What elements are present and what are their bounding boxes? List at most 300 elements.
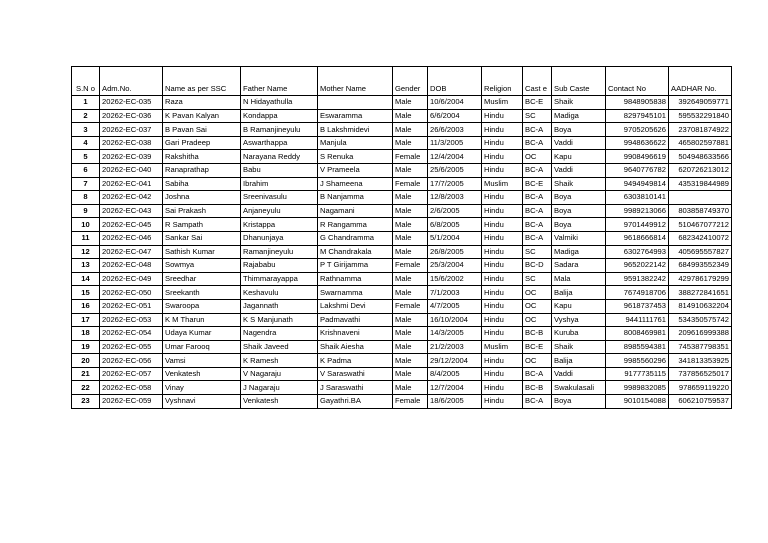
table-cell: 20262-EC-043 bbox=[100, 204, 163, 218]
table-cell: Udaya Kumar bbox=[163, 327, 241, 341]
table-cell: Female bbox=[393, 299, 428, 313]
table-cell: Swarnamma bbox=[318, 286, 393, 300]
table-cell: Rathnamma bbox=[318, 272, 393, 286]
table-cell: 25/3/2004 bbox=[428, 259, 482, 273]
table-cell: BC-A bbox=[523, 367, 552, 381]
table-cell: 9010154088 bbox=[606, 395, 669, 409]
table-cell: 5/1/2004 bbox=[428, 231, 482, 245]
table-cell: Vaddi bbox=[552, 367, 606, 381]
table-cell: Kapu bbox=[552, 150, 606, 164]
table-cell: Female bbox=[393, 150, 428, 164]
table-cell: 20262-EC-054 bbox=[100, 327, 163, 341]
table-cell: 2 bbox=[72, 109, 100, 123]
table-cell: Male bbox=[393, 313, 428, 327]
table-cell: R Sampath bbox=[163, 218, 241, 232]
table-cell: Shaik bbox=[552, 177, 606, 191]
table-cell: Shaik Aiesha bbox=[318, 340, 393, 354]
table-row bbox=[72, 136, 732, 150]
table-cell: Balija bbox=[552, 286, 606, 300]
table-cell: Male bbox=[393, 109, 428, 123]
table-cell: Madiga bbox=[552, 245, 606, 259]
table-cell: 978659119220 bbox=[669, 381, 732, 395]
table-cell: Jagannath bbox=[241, 299, 318, 313]
table-cell: Hindu bbox=[482, 163, 523, 177]
table-cell: Hindu bbox=[482, 123, 523, 137]
table-row bbox=[72, 327, 732, 341]
table-cell: 20262-EC-045 bbox=[100, 218, 163, 232]
table-cell: K M Tharun bbox=[163, 313, 241, 327]
table-cell: BC-B bbox=[523, 327, 552, 341]
column-header: Religion bbox=[482, 67, 523, 96]
table-cell: Balija bbox=[552, 354, 606, 368]
table-cell: Manjula bbox=[318, 136, 393, 150]
table-cell: Male bbox=[393, 381, 428, 395]
table-cell: 9989213066 bbox=[606, 204, 669, 218]
table-cell: Hindu bbox=[482, 150, 523, 164]
table-cell: BC-A bbox=[523, 204, 552, 218]
table-cell: 7674918706 bbox=[606, 286, 669, 300]
table-cell: Male bbox=[393, 367, 428, 381]
table-cell: Sabiha bbox=[163, 177, 241, 191]
table-cell: Vaddi bbox=[552, 163, 606, 177]
table-cell: Male bbox=[393, 163, 428, 177]
table-row bbox=[72, 177, 732, 191]
table-cell: 9591382242 bbox=[606, 272, 669, 286]
table-cell: 9989832085 bbox=[606, 381, 669, 395]
table-cell: Umar Farooq bbox=[163, 340, 241, 354]
table-row bbox=[72, 313, 732, 327]
table-cell: Sowmya bbox=[163, 259, 241, 273]
table-cell: Hindu bbox=[482, 354, 523, 368]
table-cell: Male bbox=[393, 327, 428, 341]
table-cell: 435319844989 bbox=[669, 177, 732, 191]
table-cell: 4/7/2005 bbox=[428, 299, 482, 313]
table-row bbox=[72, 150, 732, 164]
table-cell: B Nanjamma bbox=[318, 191, 393, 205]
table-cell: 1 bbox=[72, 96, 100, 110]
table-cell: 9705205626 bbox=[606, 123, 669, 137]
table-cell: OC bbox=[523, 286, 552, 300]
table-cell: 20262-EC-039 bbox=[100, 150, 163, 164]
table-cell: 16/10/2004 bbox=[428, 313, 482, 327]
table-cell: Venkatesh bbox=[163, 367, 241, 381]
table-cell: 6302764993 bbox=[606, 245, 669, 259]
table-cell: Anjaneyulu bbox=[241, 204, 318, 218]
table-cell: 9848905838 bbox=[606, 96, 669, 110]
table-row bbox=[72, 272, 732, 286]
table-cell: 682342410072 bbox=[669, 231, 732, 245]
table-cell: Muslim bbox=[482, 177, 523, 191]
table-cell: J Shameena bbox=[318, 177, 393, 191]
table-cell: Boya bbox=[552, 395, 606, 409]
table-cell: Rajababu bbox=[241, 259, 318, 273]
header-row bbox=[72, 67, 732, 96]
table-cell: Swaroopa bbox=[163, 299, 241, 313]
table-row bbox=[72, 299, 732, 313]
table-cell: 5 bbox=[72, 150, 100, 164]
table-cell: Vinay bbox=[163, 381, 241, 395]
table-cell: Venkatesh bbox=[241, 395, 318, 409]
table-cell: Muslim bbox=[482, 96, 523, 110]
table-cell: Hindu bbox=[482, 109, 523, 123]
table-cell: Narayana Reddy bbox=[241, 150, 318, 164]
table-cell: SC bbox=[523, 272, 552, 286]
table-cell: 9652022142 bbox=[606, 259, 669, 273]
student-table bbox=[71, 66, 732, 409]
table-cell: 29/12/2004 bbox=[428, 354, 482, 368]
table-cell: 10/6/2004 bbox=[428, 96, 482, 110]
table-cell: 20262-EC-041 bbox=[100, 177, 163, 191]
table-cell: 8008469981 bbox=[606, 327, 669, 341]
table-cell: Vamsi bbox=[163, 354, 241, 368]
table-cell: Hindu bbox=[482, 272, 523, 286]
table-row bbox=[72, 96, 732, 110]
table-cell: Babu bbox=[241, 163, 318, 177]
table-cell: V Saraswathi bbox=[318, 367, 393, 381]
table-cell: 14 bbox=[72, 272, 100, 286]
table-row bbox=[72, 109, 732, 123]
table-cell: BC-D bbox=[523, 259, 552, 273]
table-cell: 20262-EC-035 bbox=[100, 96, 163, 110]
table-cell: R Rangamma bbox=[318, 218, 393, 232]
table-cell bbox=[318, 96, 393, 110]
table-cell: Sadara bbox=[552, 259, 606, 273]
table-cell: 20262-EC-037 bbox=[100, 123, 163, 137]
table-cell: OC bbox=[523, 313, 552, 327]
table-cell: Rakshitha bbox=[163, 150, 241, 164]
table-cell: K Padma bbox=[318, 354, 393, 368]
table-cell: Male bbox=[393, 272, 428, 286]
table-cell: 9 bbox=[72, 204, 100, 218]
table-cell: Dhanunjaya bbox=[241, 231, 318, 245]
table-row bbox=[72, 395, 732, 409]
table-cell: Hindu bbox=[482, 313, 523, 327]
table-cell: Ranaprathap bbox=[163, 163, 241, 177]
table-cell: Male bbox=[393, 218, 428, 232]
table-cell: N Hidayathulla bbox=[241, 96, 318, 110]
table-cell: 20262-EC-055 bbox=[100, 340, 163, 354]
table-cell: 9494949814 bbox=[606, 177, 669, 191]
table-cell: Valmiki bbox=[552, 231, 606, 245]
table-cell: BC-A bbox=[523, 136, 552, 150]
table-cell: B Lakshmidevi bbox=[318, 123, 393, 137]
table-cell: 20262-EC-036 bbox=[100, 109, 163, 123]
table-cell: 20262-EC-058 bbox=[100, 381, 163, 395]
table-cell: BC-A bbox=[523, 163, 552, 177]
table-cell: 25/6/2005 bbox=[428, 163, 482, 177]
table-cell: OC bbox=[523, 299, 552, 313]
table-cell: 17 bbox=[72, 313, 100, 327]
table-cell: Female bbox=[393, 395, 428, 409]
table-cell: OC bbox=[523, 354, 552, 368]
table-cell: Kapu bbox=[552, 299, 606, 313]
table-cell: 7 bbox=[72, 177, 100, 191]
table-cell: Hindu bbox=[482, 286, 523, 300]
table-cell: Male bbox=[393, 231, 428, 245]
table-cell: K S Manjunath bbox=[241, 313, 318, 327]
table-cell: BC-B bbox=[523, 381, 552, 395]
table-cell: Male bbox=[393, 136, 428, 150]
table-cell: B Ramanjineyulu bbox=[241, 123, 318, 137]
table-cell: 11/3/2005 bbox=[428, 136, 482, 150]
table-cell: 8/4/2005 bbox=[428, 367, 482, 381]
table-cell: Raza bbox=[163, 96, 241, 110]
table-cell: Hindu bbox=[482, 259, 523, 273]
table-cell: 8985594381 bbox=[606, 340, 669, 354]
table-cell: Female bbox=[393, 259, 428, 273]
table-row bbox=[72, 259, 732, 273]
table-cell: 2/6/2005 bbox=[428, 204, 482, 218]
table-cell: Gari Pradeep bbox=[163, 136, 241, 150]
table-cell: Hindu bbox=[482, 218, 523, 232]
table-cell: OC bbox=[523, 150, 552, 164]
table-cell: B Pavan Sai bbox=[163, 123, 241, 137]
table-cell: 15 bbox=[72, 286, 100, 300]
table-cell: K Pavan Kalyan bbox=[163, 109, 241, 123]
column-header: AADHAR No. bbox=[669, 67, 732, 96]
table-cell: 18 bbox=[72, 327, 100, 341]
table-cell: 13 bbox=[72, 259, 100, 273]
table-cell: Kristappa bbox=[241, 218, 318, 232]
table-cell: 9985560296 bbox=[606, 354, 669, 368]
table-cell: 20262-EC-051 bbox=[100, 299, 163, 313]
table-cell: Nagamani bbox=[318, 204, 393, 218]
table-cell: Nagendra bbox=[241, 327, 318, 341]
table-cell: 237081874922 bbox=[669, 123, 732, 137]
table-cell: 9441111761 bbox=[606, 313, 669, 327]
table-cell: Thimmarayappa bbox=[241, 272, 318, 286]
table-cell: 20262-EC-053 bbox=[100, 313, 163, 327]
table-cell: Aswarthappa bbox=[241, 136, 318, 150]
table-cell: 814910632204 bbox=[669, 299, 732, 313]
table-cell: 21/2/2003 bbox=[428, 340, 482, 354]
table-row bbox=[72, 191, 732, 205]
table-cell: Hindu bbox=[482, 191, 523, 205]
table-cell: 737856525017 bbox=[669, 367, 732, 381]
table-cell: Male bbox=[393, 286, 428, 300]
table-cell: 8 bbox=[72, 191, 100, 205]
table-cell: 684993552349 bbox=[669, 259, 732, 273]
table-row bbox=[72, 231, 732, 245]
table-cell: 6 bbox=[72, 163, 100, 177]
table-cell: Male bbox=[393, 123, 428, 137]
table-cell: P T Girijamma bbox=[318, 259, 393, 273]
table-cell: Hindu bbox=[482, 327, 523, 341]
table-cell: 405695557827 bbox=[669, 245, 732, 259]
table-cell bbox=[669, 191, 732, 205]
table-row bbox=[72, 163, 732, 177]
table-cell: Sreekanth bbox=[163, 286, 241, 300]
table-cell: 12/7/2004 bbox=[428, 381, 482, 395]
table-cell: V Nagaraju bbox=[241, 367, 318, 381]
table-row bbox=[72, 286, 732, 300]
table-cell: 4 bbox=[72, 136, 100, 150]
table-cell: 14/3/2005 bbox=[428, 327, 482, 341]
table-cell: BC-A bbox=[523, 231, 552, 245]
table-cell: 20262-EC-059 bbox=[100, 395, 163, 409]
table-cell: 6/6/2004 bbox=[428, 109, 482, 123]
table-cell: Hindu bbox=[482, 245, 523, 259]
table-cell: 16 bbox=[72, 299, 100, 313]
table-row bbox=[72, 123, 732, 137]
table-cell: Lakshmi Devi bbox=[318, 299, 393, 313]
table-cell: Male bbox=[393, 191, 428, 205]
table-cell: 388272841651 bbox=[669, 286, 732, 300]
table-cell: 20262-EC-046 bbox=[100, 231, 163, 245]
column-header: Father Name bbox=[241, 67, 318, 96]
table-cell: Male bbox=[393, 96, 428, 110]
table-cell: SC bbox=[523, 109, 552, 123]
table-cell: 3 bbox=[72, 123, 100, 137]
table-cell: 20262-EC-057 bbox=[100, 367, 163, 381]
table-cell: Joshna bbox=[163, 191, 241, 205]
table-row bbox=[72, 381, 732, 395]
table-cell: Sreenivasulu bbox=[241, 191, 318, 205]
table-cell: Sreedhar bbox=[163, 272, 241, 286]
table-cell: Ibrahim bbox=[241, 177, 318, 191]
table-cell: 209616999388 bbox=[669, 327, 732, 341]
table-cell: BC-A bbox=[523, 395, 552, 409]
column-header: Adm.No. bbox=[100, 67, 163, 96]
table-cell: J Nagaraju bbox=[241, 381, 318, 395]
table-cell: BC-E bbox=[523, 177, 552, 191]
table-cell: BC-A bbox=[523, 218, 552, 232]
table-cell: 20262-EC-048 bbox=[100, 259, 163, 273]
table-cell: Vyshnavi bbox=[163, 395, 241, 409]
table-cell: 465802597881 bbox=[669, 136, 732, 150]
table-cell: Mala bbox=[552, 272, 606, 286]
table-cell: 11 bbox=[72, 231, 100, 245]
column-header: Sub Caste bbox=[552, 67, 606, 96]
table-cell: SC bbox=[523, 245, 552, 259]
column-header: Mother Name bbox=[318, 67, 393, 96]
table-cell: 12/8/2003 bbox=[428, 191, 482, 205]
table-cell: 9618737453 bbox=[606, 299, 669, 313]
table-cell: Krishnaveni bbox=[318, 327, 393, 341]
table-cell: 7/1/2003 bbox=[428, 286, 482, 300]
table-cell: Sathish Kumar bbox=[163, 245, 241, 259]
table-row bbox=[72, 367, 732, 381]
table-cell: 22 bbox=[72, 381, 100, 395]
table-cell: Female bbox=[393, 177, 428, 191]
table-cell: Gayathri.BA bbox=[318, 395, 393, 409]
table-cell: V Prameela bbox=[318, 163, 393, 177]
table-cell: 20262-EC-040 bbox=[100, 163, 163, 177]
table-cell: 12/4/2004 bbox=[428, 150, 482, 164]
table-cell: 745387798351 bbox=[669, 340, 732, 354]
table-cell: 19 bbox=[72, 340, 100, 354]
table-cell: K Ramesh bbox=[241, 354, 318, 368]
table-cell: 8297945101 bbox=[606, 109, 669, 123]
table-cell: 9640776782 bbox=[606, 163, 669, 177]
table-cell: Padmavathi bbox=[318, 313, 393, 327]
table-cell: Ramanjineyulu bbox=[241, 245, 318, 259]
table-cell: 803858749370 bbox=[669, 204, 732, 218]
table-cell: Eswaramma bbox=[318, 109, 393, 123]
table-cell: 620726213012 bbox=[669, 163, 732, 177]
column-header: Name as per SSC bbox=[163, 67, 241, 96]
table-body bbox=[72, 96, 732, 409]
table-cell: 606210759537 bbox=[669, 395, 732, 409]
student-list-sheet bbox=[71, 66, 732, 409]
table-cell: 6/8/2005 bbox=[428, 218, 482, 232]
table-cell: Sankar Sai bbox=[163, 231, 241, 245]
table-cell: 510467077212 bbox=[669, 218, 732, 232]
table-cell: 17/7/2005 bbox=[428, 177, 482, 191]
table-cell: Male bbox=[393, 354, 428, 368]
table-cell: 10 bbox=[72, 218, 100, 232]
table-cell: 26/6/2003 bbox=[428, 123, 482, 137]
table-cell: Swakulasali bbox=[552, 381, 606, 395]
table-cell: BC-A bbox=[523, 191, 552, 205]
table-cell: M Chandrakala bbox=[318, 245, 393, 259]
table-cell: BC-E bbox=[523, 96, 552, 110]
table-cell: 429786179299 bbox=[669, 272, 732, 286]
table-cell: Kondappa bbox=[241, 109, 318, 123]
table-cell: 341813353925 bbox=[669, 354, 732, 368]
table-cell: 12 bbox=[72, 245, 100, 259]
column-header: Cast e bbox=[523, 67, 552, 96]
table-cell: Hindu bbox=[482, 231, 523, 245]
table-cell: 9618666814 bbox=[606, 231, 669, 245]
table-cell: 15/6/2002 bbox=[428, 272, 482, 286]
column-header: Contact No bbox=[606, 67, 669, 96]
table-cell: S Renuka bbox=[318, 150, 393, 164]
table-cell: 9177735115 bbox=[606, 367, 669, 381]
table-cell: 20262-EC-056 bbox=[100, 354, 163, 368]
table-cell: Muslim bbox=[482, 340, 523, 354]
table-cell: Hindu bbox=[482, 204, 523, 218]
table-cell: Boya bbox=[552, 123, 606, 137]
table-cell: 9908496619 bbox=[606, 150, 669, 164]
table-cell: 23 bbox=[72, 395, 100, 409]
table-cell: Madiga bbox=[552, 109, 606, 123]
table-cell: G Chandramma bbox=[318, 231, 393, 245]
table-cell: Shaik bbox=[552, 340, 606, 354]
table-cell: Keshavulu bbox=[241, 286, 318, 300]
table-row bbox=[72, 218, 732, 232]
table-cell: J Saraswathi bbox=[318, 381, 393, 395]
table-cell: Shaik Javeed bbox=[241, 340, 318, 354]
table-cell: Hindu bbox=[482, 299, 523, 313]
table-cell: Hindu bbox=[482, 367, 523, 381]
table-cell: 21 bbox=[72, 367, 100, 381]
table-cell: Vyshya bbox=[552, 313, 606, 327]
table-cell: Hindu bbox=[482, 381, 523, 395]
column-header: DOB bbox=[428, 67, 482, 96]
table-cell: 20 bbox=[72, 354, 100, 368]
table-cell: BC-A bbox=[523, 123, 552, 137]
table-cell: 504948633566 bbox=[669, 150, 732, 164]
table-cell: 20262-EC-049 bbox=[100, 272, 163, 286]
table-cell: Hindu bbox=[482, 395, 523, 409]
table-cell: 18/6/2005 bbox=[428, 395, 482, 409]
table-cell: Male bbox=[393, 245, 428, 259]
table-cell: 392649059771 bbox=[669, 96, 732, 110]
table-cell: 534350575742 bbox=[669, 313, 732, 327]
table-cell: Boya bbox=[552, 204, 606, 218]
table-cell: 595532291840 bbox=[669, 109, 732, 123]
table-cell: Male bbox=[393, 340, 428, 354]
table-row bbox=[72, 340, 732, 354]
table-row bbox=[72, 204, 732, 218]
table-cell: Vaddi bbox=[552, 136, 606, 150]
table-cell: Kuruba bbox=[552, 327, 606, 341]
column-header: Gender bbox=[393, 67, 428, 96]
table-cell: Boya bbox=[552, 218, 606, 232]
table-row bbox=[72, 245, 732, 259]
table-cell: 20262-EC-050 bbox=[100, 286, 163, 300]
